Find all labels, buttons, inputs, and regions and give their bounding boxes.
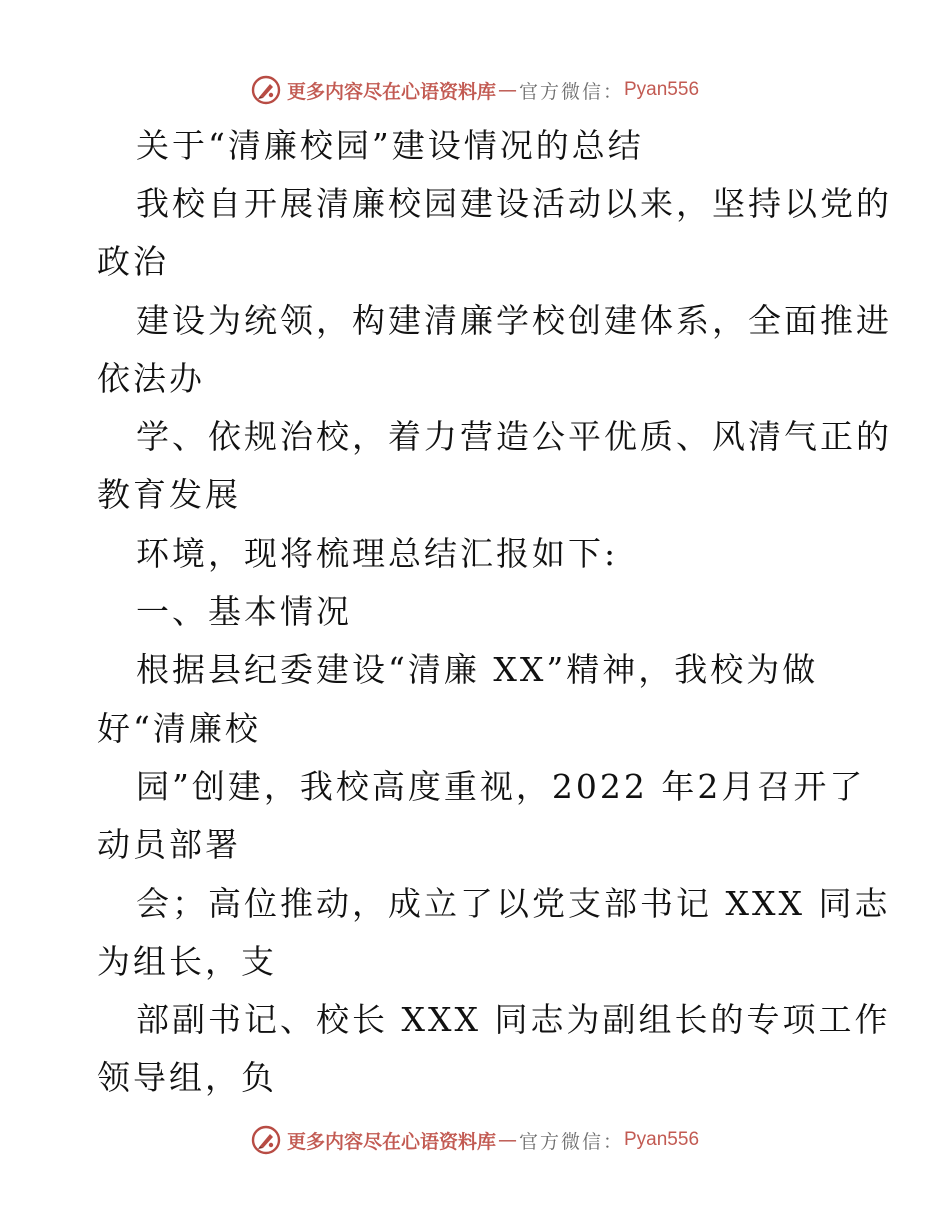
pen-logo-icon bbox=[251, 75, 281, 105]
text-line: 部副书记、校长 XXX 同志为副组长的专项工作 bbox=[136, 1000, 891, 1039]
watermark-dash: — bbox=[497, 79, 517, 101]
text-line: 领导组，负 bbox=[97, 1058, 277, 1097]
watermark-official: 官方微信： bbox=[518, 80, 624, 103]
text-line: 政治 bbox=[97, 242, 169, 281]
watermark-brand: 更多内容尽在心语资料库 bbox=[286, 80, 496, 103]
watermark-id: Pyan556 bbox=[624, 1129, 700, 1150]
text-line: 教育发展 bbox=[97, 475, 241, 514]
watermark-brand: 更多内容尽在心语资料库 bbox=[286, 1130, 496, 1153]
text-line: 依法办 bbox=[97, 359, 205, 398]
text-line: 建设为统领，构建清廉学校创建体系，全面推进 bbox=[136, 301, 892, 340]
footer-watermark bbox=[0, 1120, 950, 1160]
text-line: 我校自开展清廉校园建设活动以来，坚持以党的 bbox=[136, 184, 892, 223]
text-line: 环境，现将梳理总结汇报如下: bbox=[136, 534, 619, 573]
text-line: 学、依规治校，着力营造公平优质、风清气正的 bbox=[136, 417, 892, 456]
text-line: 为组长，支 bbox=[97, 942, 277, 981]
watermark-dash: — bbox=[497, 1129, 517, 1151]
document-title: 关于“清廉校园”建设情况的总结 bbox=[136, 126, 644, 165]
text-line: 根据县纪委建设“清廉 XX”精神，我校为做 bbox=[136, 650, 819, 689]
header-watermark bbox=[0, 70, 950, 110]
text-line: 好“清廉校 bbox=[97, 709, 261, 748]
watermark-id: Pyan556 bbox=[624, 79, 700, 100]
watermark-official: 官方微信： bbox=[518, 1130, 624, 1153]
text-line: 会；高位推动，成立了以党支部书记 XXX 同志 bbox=[136, 884, 891, 923]
pen-logo-icon bbox=[251, 1125, 281, 1155]
text-line: 园”创建，我校高度重视，2022 年2月召开了 bbox=[136, 767, 866, 806]
text-line: 动员部署 bbox=[97, 825, 241, 864]
section-heading: 一、基本情况 bbox=[136, 592, 352, 631]
